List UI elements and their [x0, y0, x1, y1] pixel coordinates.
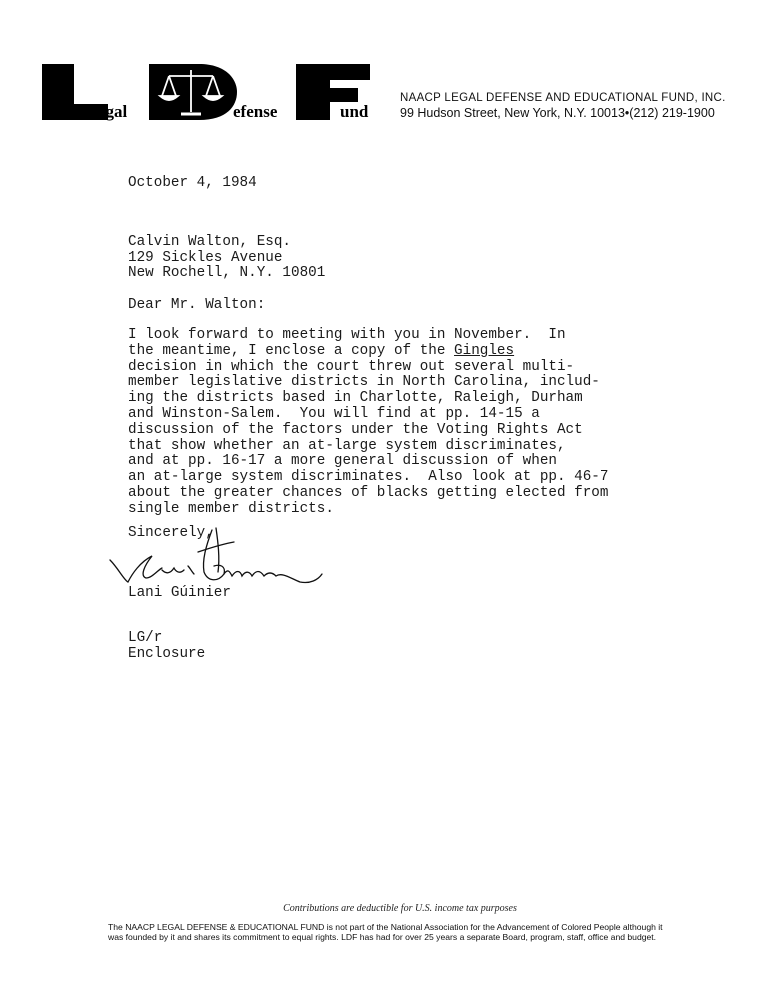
body-line: about the greater chances of blacks getting elected from	[128, 484, 609, 501]
logo-letter-d	[147, 62, 239, 122]
org-name: NAACP LEGAL DEFENSE AND EDUCATIONAL FUND, INC.	[400, 92, 726, 104]
org-address: 99 Hudson Street, New York, N.Y. 10013•(212) 219-1900	[400, 106, 715, 120]
recipient-street: 129 Sickles Avenue	[128, 250, 283, 266]
recipient-name: Calvin Walton, Esq.	[128, 234, 292, 250]
salutation: Dear Mr. Walton:	[128, 297, 266, 313]
case-name: Gingles	[454, 342, 515, 359]
footer-disclaimer-line1: The NAACP LEGAL DEFENSE & EDUCATIONAL FUND is not part of the National Association for the Advancement of Colored People although it	[108, 922, 663, 932]
body-line: member legislative districts in North Carolina, includ-	[128, 374, 600, 391]
tax-deductible-note: Contributions are deductible for U.S. income tax purposes	[283, 903, 517, 914]
body-text: the meantime, I enclose a copy of the	[128, 342, 455, 359]
signer-name: Lani Gúinier	[128, 585, 231, 601]
body-line: and Winston-Salem. You will find at pp. 14-15 a	[128, 405, 540, 422]
logo-word-defense: efense	[233, 102, 278, 121]
recipient-city: New Rochell, N.Y. 10801	[128, 265, 326, 281]
footer-disclaimer-line2: was founded by it and shares its commitment to equal rights. LDF has had for over 25 years a separate Board, program, staff, office and budget.	[108, 932, 657, 942]
logo-word-legal: egal	[98, 102, 128, 121]
body-line: I look forward to meeting with you in November. In	[128, 327, 566, 343]
body-line: decision in which the court threw out several multi-	[128, 358, 575, 375]
ldf-logo	[40, 60, 385, 126]
body-line: an at-large system discriminates. Also look at pp. 46-7	[128, 469, 609, 486]
body-line: and at pp. 16-17 a more general discussion of when	[128, 453, 557, 470]
body-line: single member districts.	[128, 500, 334, 517]
letter-date: October 4, 1984	[128, 175, 257, 191]
body-line: ing the districts based in Charlotte, Raleigh, Durham	[128, 390, 583, 407]
body-line: discussion of the factors under the Voting Rights Act	[128, 421, 583, 438]
body-line: that show whether an at-large system discriminates,	[128, 437, 566, 454]
closing: Sincerely,	[128, 525, 214, 541]
logo-word-fund: und	[340, 102, 369, 121]
letter-body	[128, 328, 648, 518]
enclosure-note: Enclosure	[128, 646, 206, 662]
typist-initials: LG/r	[128, 630, 163, 646]
body-line	[128, 344, 648, 360]
